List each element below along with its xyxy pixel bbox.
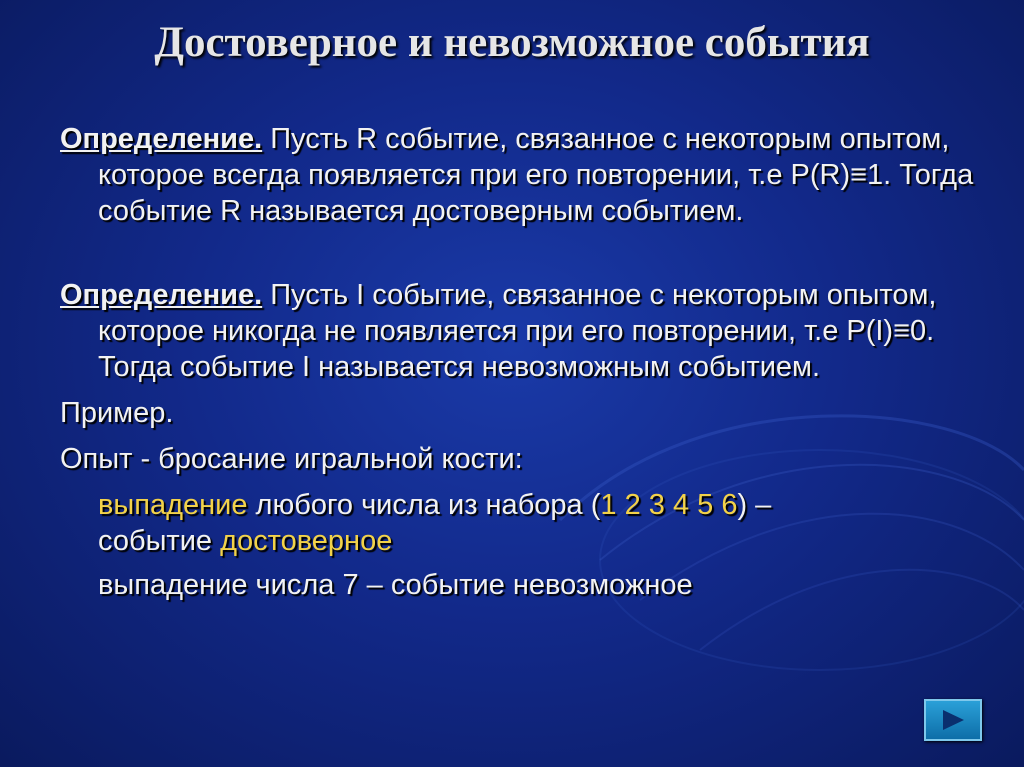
definition-impossible (60, 277, 980, 385)
case-middle: любого числа из набора ( (247, 489, 601, 521)
definition-text: Пусть I событие, связанное с некоторым опытом, которое никогда не появляется при его повторении, т.е P(I)≡0. Тогда событие I называется невозможным событием. (98, 279, 937, 383)
play-arrow-icon (940, 708, 966, 732)
slide-title: Достоверное и невозможное события (154, 19, 870, 66)
definition-term: Определение. (60, 123, 263, 155)
case-prefix: событие (98, 525, 221, 557)
case-numbers: 1 2 3 4 5 6 (600, 489, 738, 521)
next-slide-button[interactable] (924, 699, 982, 741)
experiment-text: Опыт - бросание игральной кости: (60, 443, 523, 475)
case-result: достоверное (220, 525, 393, 557)
definition-certain (60, 121, 980, 229)
definition-term: Определение. (60, 279, 263, 311)
case-word: выпадение (98, 489, 248, 521)
definition-text: Пусть R событие, связанное с некоторым опытом, которое всегда появляется при его повторении, т.е P(R)≡1. Тогда событие R называется достоверным событием. (98, 123, 974, 227)
slide-content (60, 121, 980, 603)
case-close: ) – (737, 489, 772, 521)
case-impossible: выпадение числа 7 – событие невозможное (98, 569, 693, 601)
example-label: Пример. (60, 397, 174, 429)
case-certain (60, 487, 980, 559)
